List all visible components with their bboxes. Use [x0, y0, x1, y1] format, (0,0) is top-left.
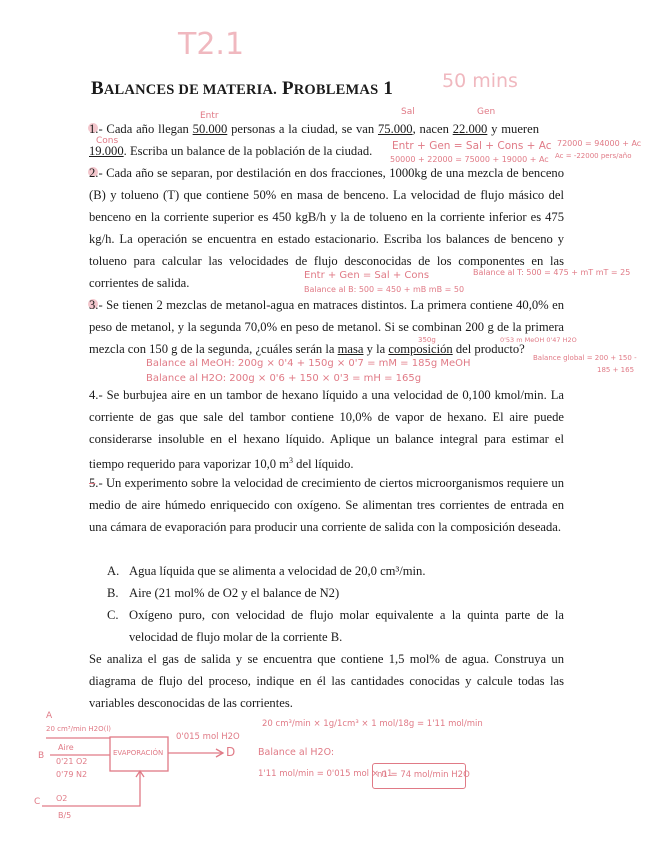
- p1-result-1: 72000 = 94000 + Ac: [557, 139, 642, 148]
- problem-5: 5.- Un experimento sobre la velocidad de crecimiento de ciertos microorganismos requiere un medio de aire húmedo enriquecido con oxígeno. Se alimentan tres corrientes de entrada en una cámara de evaporación para producir una corriente de salida con la composición deseada.: [89, 476, 564, 534]
- diagram-label-c: C: [34, 797, 41, 807]
- diagram-evap-label: EVAPORACIÓN: [113, 749, 164, 757]
- diagram-b-aire: Aire: [58, 743, 74, 752]
- calc-balance-eq: 1'11 mol/min = 0'015 mol × n1: [258, 769, 393, 779]
- p2-equation: Entr + Gen = Sal + Cons: [304, 270, 430, 281]
- p3-balance-meoh: Balance al MeOH: 200g × 0'4 + 150g × 0'7 = mM = 185g MeOH: [146, 358, 471, 369]
- diagram-c-frac: B/5: [58, 811, 72, 820]
- option-a: A. Agua líquida que se alimenta a velocidad de 20,0 cm³/min.: [107, 564, 426, 578]
- p1-result-2: Ac = -22000 pers/año: [555, 152, 632, 160]
- diagram-out-flow: 0'015 mol H2O: [176, 732, 240, 742]
- problem-2: 2.- Cada año se separan, por destilación en dos fracciones, 1000kg de una mezcla de benceno (B) y tolueno (T) que contiene 50% en masa de benceno. La velocidad de flujo másico del benceno en la corriente superior es 450 kgB/h y la de tolueno en la corriente inferior es 475 kg/h. La operación se encuentra en estado estacionario. Escriba los balances de benceno y tolueno para calcular las velocidades de flujo desconocidas de los componentes en las corrientes de salida.: [89, 166, 564, 290]
- calc-result: n1 = 74 mol/min H2O: [377, 770, 470, 780]
- p2-balance-b: Balance al B: 500 = 450 + mB mB = 50: [304, 285, 465, 294]
- p3-global-1: Balance global = 200 + 150 -: [533, 354, 637, 362]
- calc-balance-label: Balance al H2O:: [258, 747, 335, 758]
- problem-4: 4.- Se burbujea aire en un tambor de hexano líquido a una velocidad de 0,100 kmol/min. La corriente de gas que sale del tambor contiene 10,0% de vapor de hexano. El aire puede considerarse insoluble en el hexano líquido. Aplique un balance integral para estimar el tiempo requerido para vaporizar 10,0 $m^3$ del líquido.: [89, 388, 564, 472]
- p1-equation-1: Entr + Gen = Sal + Cons + Ac: [392, 140, 552, 152]
- calc-conversion: 20 cm³/min × 1g/1cm³ × 1 mol/18g = 1'11 mol/min: [262, 719, 483, 729]
- problem-5-options: [107, 560, 564, 648]
- diagram-c-o2: O2: [56, 794, 68, 803]
- diagram-label-b: B: [38, 751, 45, 761]
- option-c: C. Oxígeno puro, con velocidad de flujo molar equivalente a la quinta parte de la velocidad de flujo molar de la corriente B.: [107, 608, 564, 644]
- document-title: BALANCES DE MATERIA. PROBLEMAS 1: [91, 78, 394, 99]
- p2-balance-t: Balance al T: 500 = 475 + mT mT = 25: [473, 268, 631, 277]
- p3-label-350: 350g: [418, 336, 436, 344]
- label-cons: Cons: [96, 136, 119, 146]
- problem-1: 1.- Cada año llegan 50.000 personas a la ciudad, se van 75.000, nacen 22.000 y mueren 19.000. Escriba un balance de la población de la ciudad.: [89, 122, 539, 158]
- stream-d-arrow: [216, 749, 223, 757]
- p3-composition: 0'53 m MeOH 0'47 H2O: [500, 336, 577, 344]
- label-sal: Sal: [401, 107, 415, 117]
- label-entr: Entr: [200, 111, 219, 121]
- diagram-label-d: D: [226, 745, 236, 759]
- problem-3: 3.- Se tienen 2 mezclas de metanol-agua en matraces distintos. La primera contiene 40,0% en peso de metanol, y la segunda 70,0% en peso de metanol. Si se combinan 200 g de la primera mezcla con 150 g de la segunda, ¿cuáles serán la masa y la composición del producto?: [89, 298, 564, 356]
- handwritten-time: 50 mins: [442, 70, 518, 92]
- p3-global-2: 185 + 165: [597, 366, 635, 374]
- option-b: B. Aire (21 mol% de O2 y el balance de N2): [107, 586, 340, 600]
- stream-c-arrow: [136, 771, 144, 777]
- diagram-b-o2: 0'21 O2: [56, 757, 88, 766]
- problem-5-closing: Se analiza el gas de salida y se encuentra que contiene 1,5 mol% de agua. Construya un diagrama de flujo del proceso, indique en él las cantidades conocidas y calcule todas las variables desconocidas de las corrientes.: [89, 652, 564, 710]
- p3-balance-h2o: Balance al H2O: 200g × 0'6 + 150 × 0'3 = mH = 165g: [146, 373, 422, 384]
- handwritten-t21: T2.1: [178, 27, 245, 62]
- label-gen: Gen: [477, 107, 496, 117]
- diagram-b-n2: 0'79 N2: [56, 770, 88, 779]
- p1-equation-2: 50000 + 22000 = 75000 + 19000 + Ac: [390, 155, 549, 164]
- diagram-label-a: A: [46, 711, 53, 721]
- diagram-a-flow: 20 cm³/min H2O(l): [46, 725, 112, 733]
